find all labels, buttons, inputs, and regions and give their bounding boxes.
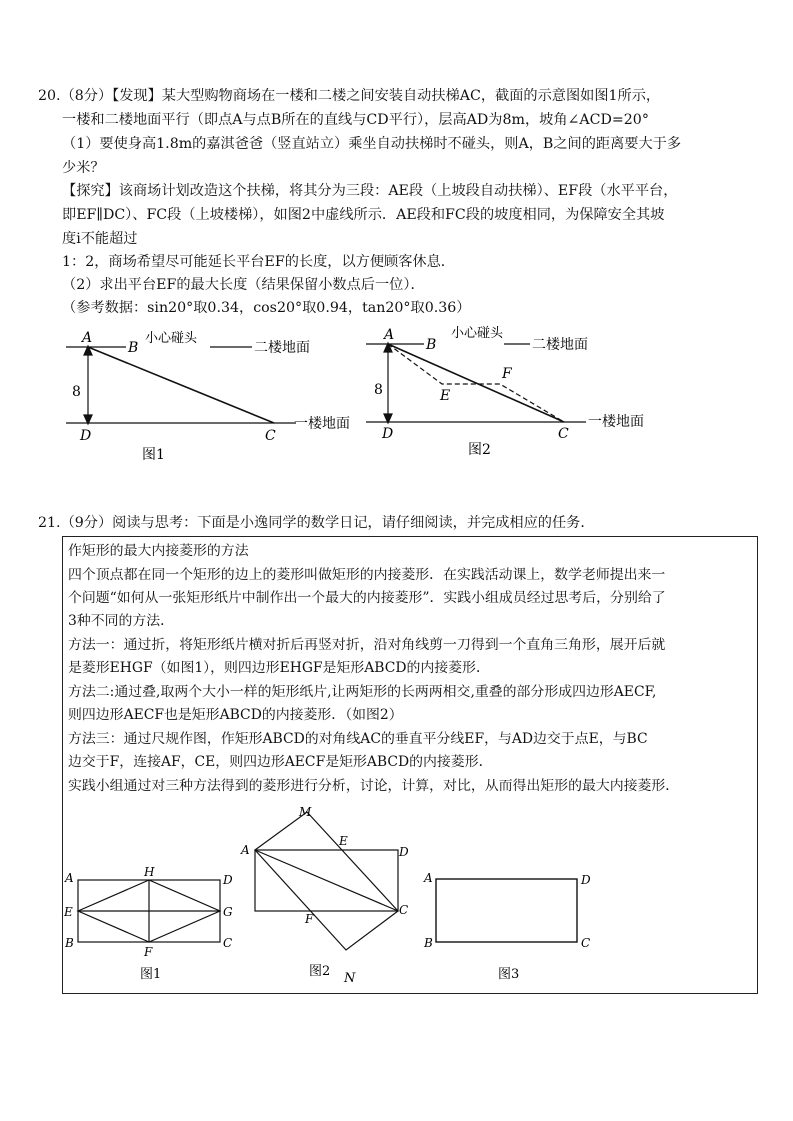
diary-title: 作矩形的最大内接菱形的方法 bbox=[68, 543, 249, 559]
floor1-label: 一楼地面 bbox=[588, 414, 644, 430]
method-1-line-2: 是菱形EHGF（如图1），则四边形EHGF是矩形ABCD的内接菱形． bbox=[68, 660, 490, 676]
q20-line-6: 即EF∥DC）、FC段（上坡楼梯），如图2中虚线所示．AE段和FC段的坡度相同，为保障安全其坡 bbox=[62, 207, 665, 223]
q20-line-2: 一楼和二楼地面平行（即点A与点B所在的直线与CD平行），层高AD为8m，坡角∠ACD=20° bbox=[62, 112, 649, 128]
diary-para-2: 个问题“如何从一张矩形纸片中制作出一个最大的内接菱形”．实践小组成员经过思考后，分别给了 bbox=[68, 590, 666, 606]
label-B: B bbox=[65, 936, 74, 950]
q20-line-7: 度i不能超过 bbox=[62, 231, 138, 247]
bump-warning: 小心碰头 bbox=[145, 331, 198, 346]
label-G: G bbox=[223, 905, 233, 919]
label-E: E bbox=[440, 388, 451, 404]
q21-figure-2 bbox=[235, 800, 420, 990]
floor1-label: 一楼地面 bbox=[294, 416, 350, 432]
method-2-line-1: 方法二:通过叠,取两个大小一样的矩形纸片,让两矩形的长两两相交,重叠的部分形成四边形AECF, bbox=[68, 684, 657, 700]
method-2-line-2: 则四边形AECF也是矩形ABCD的内接菱形．（如图2） bbox=[68, 707, 403, 723]
label-F: F bbox=[502, 366, 512, 382]
label-A: A bbox=[65, 871, 74, 885]
q20-line-5: 【探究】该商场计划改造这个扶梯，将其分为三段：AE段（上坡段自动扶梯）、EF段（水平平台， bbox=[62, 183, 678, 199]
label-A: A bbox=[424, 871, 433, 885]
floor2-label: 二楼地面 bbox=[532, 337, 588, 353]
bump-warning: 小心碰头 bbox=[451, 326, 504, 341]
label-B: B bbox=[128, 340, 139, 356]
fig3-caption: 图3 bbox=[498, 967, 520, 982]
q21-figure-1 bbox=[60, 860, 250, 985]
q20-figure-1 bbox=[60, 325, 360, 465]
fig1-caption: 图1 bbox=[142, 447, 165, 463]
label-E: E bbox=[64, 905, 73, 919]
method-1-line-1: 方法一：通过折，将矩形纸片横对折后再竖对折，沿对角线剪一刀得到一个直角三角形，展开后就 bbox=[68, 637, 666, 653]
q21-figure-3 bbox=[420, 860, 610, 985]
rectangle-ABCD bbox=[436, 879, 577, 942]
q20-line-10: （参考数据：sin20°取0.34，cos20°取0.94，tan20°取0.36） bbox=[62, 300, 471, 316]
label-C: C bbox=[265, 428, 276, 444]
height-label: 8 bbox=[374, 382, 383, 398]
label-D: D bbox=[80, 428, 92, 444]
label-D: D bbox=[223, 873, 233, 887]
fig2-caption: 图2 bbox=[309, 964, 331, 979]
height-label: 8 bbox=[72, 384, 81, 400]
label-D: D bbox=[382, 426, 394, 442]
diary-para-3: 3种不同的方法． bbox=[68, 613, 175, 629]
q20-line-4: 少米？ bbox=[62, 160, 105, 176]
label-N: N bbox=[344, 971, 356, 986]
diary-para-1: 四个顶点都在同一个矩形的边上的菱形叫做矩形的内接菱形．在实践活动课上，数学老师提出来一 bbox=[68, 567, 666, 583]
q21-intro: 21.（9分）阅读与思考：下面是小逸同学的数学日记，请仔细阅读，并完成相应的任务． bbox=[38, 515, 595, 531]
q20-line-1: 20.（8分）【发现】某大型购物商场在一楼和二楼之间安装自动扶梯AC，截面的示意图如图1所示， bbox=[38, 88, 661, 104]
label-H: H bbox=[144, 865, 155, 879]
q20-line-9: （2）求出平台EF的最大长度（结果保留小数点后一位）． bbox=[62, 277, 425, 293]
label-B: B bbox=[426, 337, 437, 353]
q20-figure-2 bbox=[362, 322, 662, 462]
label-A: A bbox=[384, 327, 395, 343]
method-3-line-1: 方法三：通过尺规作图，作矩形ABCD的对角线AC的垂直平分线EF，与AD边交于点E，与BC bbox=[68, 731, 648, 747]
label-A: A bbox=[241, 843, 250, 857]
label-M: M bbox=[299, 805, 312, 819]
label-D: D bbox=[581, 873, 591, 887]
label-D: D bbox=[399, 845, 409, 859]
label-C: C bbox=[558, 426, 569, 442]
q20-line-3: （1）要使身高1.8m的嘉淇爸爸（竖直站立）乘坐自动扶梯时不碰头，则A，B之间的距离要大于多 bbox=[62, 136, 682, 152]
diary-para-4: 实践小组通过对三种方法得到的菱形进行分析，讨论，计算，对比，从而得出矩形的最大内接菱形． bbox=[68, 778, 680, 794]
q20-line-8: 1：2，商场希望尽可能延长平台EF的长度，以方便顾客休息． bbox=[62, 254, 455, 270]
fig1-caption: 图1 bbox=[140, 967, 162, 982]
label-A: A bbox=[82, 330, 93, 346]
label-F: F bbox=[305, 912, 314, 926]
diagonal-AC bbox=[255, 850, 398, 911]
label-C: C bbox=[399, 903, 409, 917]
label-C: C bbox=[223, 936, 233, 950]
fig2-caption: 图2 bbox=[468, 442, 491, 458]
escalator-AC bbox=[88, 347, 274, 423]
escalator-AC bbox=[388, 344, 564, 422]
label-B: B bbox=[424, 936, 433, 950]
floor2-label: 二楼地面 bbox=[254, 340, 310, 356]
label-E: E bbox=[339, 834, 348, 848]
label-F: F bbox=[144, 945, 153, 959]
label-C: C bbox=[581, 936, 591, 950]
method-3-line-2: 边交于F，连接AF，CE，则四边形AECF是矩形ABCD的内接菱形． bbox=[68, 754, 493, 770]
